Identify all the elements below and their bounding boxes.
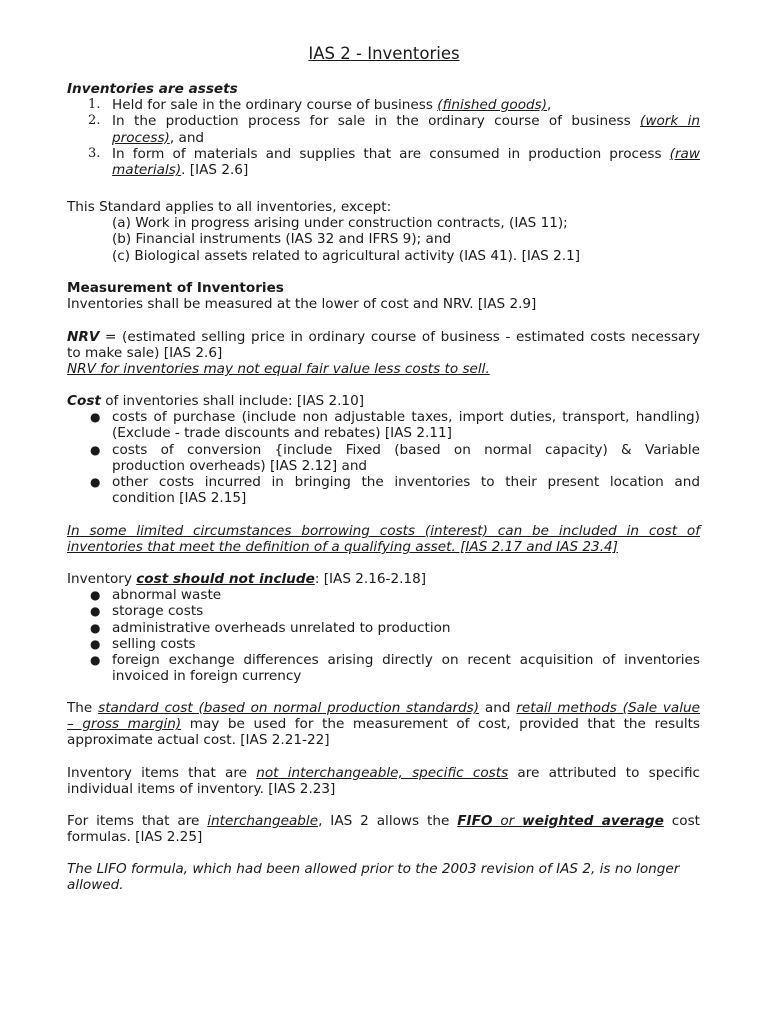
- standard-cost-section: The standard cost (based on normal production standards) and retail methods (Sale value – gross margin) may be used for the measurement of cost, provided that the results approximate actual cost. [IAS 2.21-22]: [67, 700, 701, 749]
- bullet-icon: ●: [90, 410, 101, 425]
- list-item: 2. In the production process for sale in the ordinary course of business (work in process), and: [88, 113, 700, 146]
- bullet-icon: ●: [90, 620, 101, 635]
- specific-cost-term: not interchangeable, specific costs: [256, 765, 509, 781]
- exception-item: (a) Work in progress arising under construction contracts, (IAS 11);: [112, 215, 568, 232]
- lifo-note: The LIFO formula, which had been allowed prior to the 2003 revision of IAS 2, is no longer allowed.: [67, 861, 680, 894]
- interchangeable-term: interchangeable: [207, 813, 319, 829]
- item-number: 3.: [88, 145, 101, 161]
- standard-cost-term: standard cost (based on normal production standards): [98, 700, 480, 716]
- bullet-icon: ●: [90, 442, 101, 457]
- page-title: IAS 2 - Inventories: [308, 44, 460, 63]
- cost-term: Cost: [67, 393, 101, 409]
- list-item: ● abnormal waste: [90, 587, 222, 604]
- list-item: ● costs of purchase (include non adjustable taxes, import duties, transport, handling) (Exclude - trade discounts and rebates) [IAS 2.11]: [90, 409, 700, 442]
- list-item: ● foreign exchange differences arising directly on recent acquisition of inventories invoiced in foreign currency: [90, 652, 700, 685]
- measurement-section: Measurement of Inventories Inventories shall be measured at the lower of cost and NRV. [IAS 2.9] NRV = (estimated selling price in ordinary course of business - estimated costs necessary to make sale) [IAS 2.6] NRV for inventories may not equal fair value less costs to sell.: [67, 280, 700, 377]
- finished-goods-term: (finished goods): [437, 97, 548, 114]
- scope-section: [67, 199, 700, 264]
- bullet-icon: ●: [90, 604, 101, 619]
- scope-intro: This Standard applies to all inventories, except:: [67, 199, 392, 215]
- assets-heading: Inventories are assets: [67, 81, 238, 97]
- nrv-term: NRV: [67, 328, 100, 345]
- exclusions-intro: Inventory cost should not include: [IAS 2.16-2.18]: [67, 571, 427, 587]
- item-number: 1.: [88, 97, 101, 113]
- bullet-icon: ●: [90, 588, 101, 603]
- bullet-icon: ●: [90, 653, 101, 668]
- list-item: ● storage costs: [90, 603, 204, 620]
- weighted-average-term: weighted average: [522, 813, 664, 829]
- list-item: ● selling costs: [90, 635, 196, 652]
- list-item: 3. In form of materials and supplies that are consumed in production process (raw materials). [IAS 2.6]: [88, 145, 700, 179]
- exception-item: (b) Financial instruments (IAS 32 and IFRS 9); and: [112, 231, 452, 248]
- measurement-heading: Measurement of Inventories: [67, 280, 284, 296]
- bullet-icon: ●: [90, 636, 101, 651]
- specific-cost-section: Inventory items that are not interchangeable, specific costs are attributed to specific individual items of inventory. [IAS 2.23]: [67, 765, 700, 798]
- work-in-process-term: (work in process): [112, 113, 700, 146]
- cost-section: [67, 393, 700, 506]
- bullet-icon: ●: [90, 475, 101, 490]
- interchangeable-section: For items that are interchangeable, IAS 2 allows the FIFO or weighted average cost formulas. [IAS 2.25]: [67, 813, 700, 846]
- list-item: ● costs of conversion {include Fixed (based on normal capacity) & Variable production overheads) [IAS 2.12] and: [90, 441, 700, 474]
- raw-materials-term: (raw materials): [112, 145, 700, 179]
- nrv-definition: NRV = (estimated selling price in ordinary course of business - estimated costs necessary: [67, 328, 700, 345]
- list-item: ● administrative overheads unrelated to production: [90, 619, 451, 636]
- fifo-term: FIFO: [457, 813, 493, 829]
- nrv-note: NRV for inventories may not equal fair value less costs to sell.: [67, 361, 490, 377]
- exclusions-section: [67, 571, 700, 684]
- exception-item: (c) Biological assets related to agricultural activity (IAS 41). [IAS 2.1]: [112, 247, 581, 264]
- assets-section: [67, 81, 700, 178]
- borrowing-note: In some limited circumstances borrowing costs (interest) can be included in cost of inventories that meet the definition of a qualifying asset. [IAS 2.17 and IAS 23.4]: [67, 523, 700, 556]
- cost-intro: Cost of inventories shall include: [IAS 2.10]: [67, 393, 365, 409]
- exclusion-emphasis: cost should not include: [136, 571, 315, 587]
- list-item: ● other costs incurred in bringing the inventories to their present location and condition [IAS 2.15]: [90, 474, 700, 507]
- item-number: 2.: [88, 113, 101, 129]
- measurement-text: Inventories shall be measured at the lower of cost and NRV. [IAS 2.9]: [67, 296, 537, 313]
- list-item: 1. Held for sale in the ordinary course of business (finished goods),: [88, 97, 552, 114]
- retail-method-term: retail methods (Sale value: [516, 700, 700, 716]
